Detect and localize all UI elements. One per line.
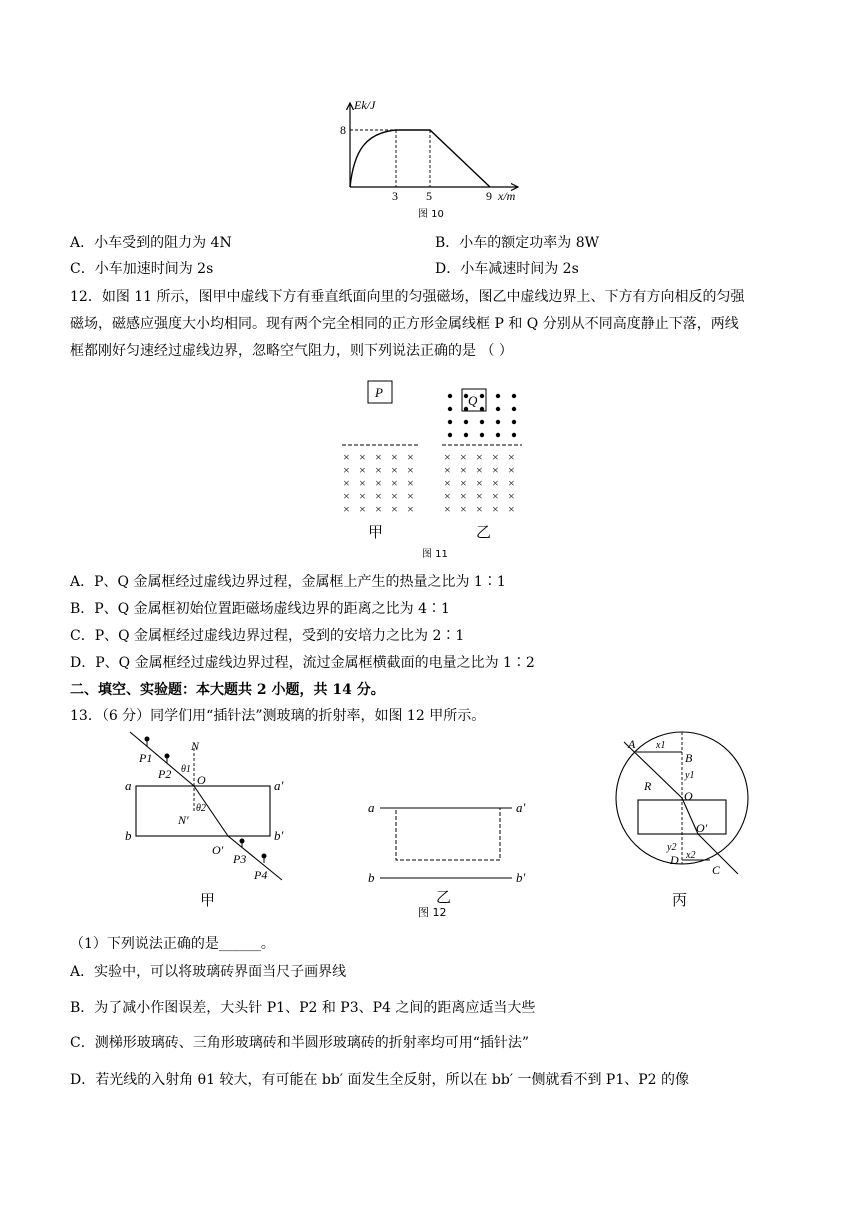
field-cross: × bbox=[444, 476, 451, 490]
field-cross: × bbox=[375, 489, 382, 503]
label-bprime: b′ bbox=[274, 828, 284, 843]
figure-12-jia bbox=[120, 728, 300, 913]
field-cross: × bbox=[476, 502, 483, 516]
field-cross: × bbox=[375, 463, 382, 477]
q11-option-c: C．小车加速时间为 2s bbox=[70, 261, 214, 277]
field-cross: × bbox=[444, 463, 451, 477]
field-dot bbox=[448, 407, 452, 411]
label-nprime: N′ bbox=[178, 813, 189, 827]
field-dot bbox=[480, 433, 484, 437]
field-dot bbox=[448, 394, 452, 398]
field-cross: × bbox=[359, 489, 366, 503]
label-c-bing: C bbox=[712, 863, 721, 877]
label-p2: P2 bbox=[158, 767, 172, 781]
label-a: a bbox=[125, 778, 132, 793]
label-yi-b: b bbox=[368, 870, 375, 885]
q12-option-d: D．P、Q 金属框经过虚线边界过程，流过金属框横截面的电量之比为 1∶2 bbox=[70, 655, 535, 671]
field-cross: × bbox=[359, 476, 366, 490]
field-dot bbox=[464, 433, 468, 437]
field-cross: × bbox=[508, 502, 515, 516]
label-yi-12: 乙 bbox=[436, 890, 452, 906]
field-dot bbox=[480, 420, 484, 424]
label-y1: y1 bbox=[685, 770, 695, 781]
q12-stem-line3: 框都刚好匀速经过虚线边界，忽略空气阻力，则下列说法正确的是 （ ） bbox=[70, 343, 513, 359]
field-cross: × bbox=[508, 463, 515, 477]
label-theta2: θ2 bbox=[196, 803, 206, 814]
field-dot bbox=[448, 420, 452, 424]
label-yi-bprime: b′ bbox=[516, 870, 526, 885]
field-cross: × bbox=[375, 502, 382, 516]
field-cross: × bbox=[407, 450, 414, 464]
field-cross: × bbox=[375, 450, 382, 464]
displaced-glass-block bbox=[396, 808, 500, 860]
q13-option-b: B．为了减小作图误差，大头针 P1、P2 和 P3、P4 之间的距离应适当大些 bbox=[70, 1000, 536, 1016]
x-tick-9: 9 bbox=[486, 189, 492, 203]
field-cross: × bbox=[460, 450, 467, 464]
frame-q-label: Q bbox=[468, 393, 478, 408]
field-dot bbox=[512, 394, 516, 398]
field-cross: × bbox=[492, 476, 499, 490]
label-yi-a: a bbox=[368, 800, 375, 815]
q13-intro: 13．（6 分）同学们用“插针法”测玻璃的折射率，如图 12 甲所示。 bbox=[70, 708, 486, 724]
field-cross: × bbox=[391, 463, 398, 477]
y-tick-8: 8 bbox=[340, 123, 346, 137]
field-cross: × bbox=[343, 489, 350, 503]
field-dot bbox=[448, 433, 452, 437]
field-dot bbox=[480, 394, 484, 398]
field-cross: × bbox=[391, 476, 398, 490]
x-tick-5: 5 bbox=[426, 189, 432, 203]
label-d-bing: D bbox=[670, 853, 679, 867]
field-cross: × bbox=[492, 463, 499, 477]
field-cross: × bbox=[508, 476, 515, 490]
field-cross: × bbox=[492, 450, 499, 464]
label-jia-12: 甲 bbox=[200, 893, 216, 909]
field-cross: × bbox=[407, 502, 414, 516]
x-tick-3: 3 bbox=[392, 189, 398, 203]
frame-p-label: P bbox=[375, 385, 383, 400]
label-b-bing: B bbox=[685, 751, 693, 765]
label-r: R bbox=[644, 779, 652, 793]
label-bing-12: 丙 bbox=[672, 893, 688, 909]
field-cross: × bbox=[444, 489, 451, 503]
label-n: N bbox=[191, 739, 200, 753]
label-yi: 乙 bbox=[476, 525, 492, 541]
label-o-bing: O bbox=[684, 789, 693, 803]
field-cross: × bbox=[359, 463, 366, 477]
field-cross: × bbox=[343, 476, 350, 490]
q12-option-b: B．P、Q 金属框初始位置距磁场虚线边界的距离之比为 4∶1 bbox=[70, 601, 450, 617]
label-y2: y2 bbox=[667, 842, 677, 853]
label-x1: x1 bbox=[656, 740, 666, 751]
field-cross: × bbox=[407, 489, 414, 503]
field-cross: × bbox=[508, 450, 515, 464]
field-cross: × bbox=[492, 502, 499, 516]
field-cross: × bbox=[407, 463, 414, 477]
figure-11-caption: 图 11 bbox=[422, 549, 448, 560]
label-p1: P1 bbox=[139, 751, 153, 765]
q11-option-b: B．小车的额定功率为 8W bbox=[435, 235, 600, 251]
figure-12-caption: 图 12 bbox=[418, 906, 447, 919]
field-cross: × bbox=[460, 476, 467, 490]
label-aprime: a′ bbox=[274, 778, 284, 793]
field-into-page-jia bbox=[343, 450, 414, 516]
field-cross: × bbox=[359, 450, 366, 464]
figure-10-caption: 图 10 bbox=[418, 209, 444, 220]
q12-option-a: A．P、Q 金属框经过虚线边界过程，金属框上产生的热量之比为 1∶1 bbox=[70, 574, 506, 590]
field-cross: × bbox=[359, 502, 366, 516]
label-x2: x2 bbox=[686, 850, 696, 861]
q12-stem-line1: 12．如图 11 所示，图甲中虚线下方有垂直纸面向里的匀强磁场，图乙中虚线边界上、下方有方向相反的匀强 bbox=[70, 289, 745, 305]
label-a-bing: A bbox=[628, 737, 636, 751]
field-cross: × bbox=[391, 450, 398, 464]
field-cross: × bbox=[407, 476, 414, 490]
field-cross: × bbox=[476, 476, 483, 490]
y-axis-label: Ek/J bbox=[354, 98, 376, 112]
figure-12-yi bbox=[360, 790, 550, 920]
q13-option-d: D．若光线的入射角 θ1 较大，有可能在 bb′ 面发生全反射，所以在 bb′ 一侧就看不到 P1、P2 的像 bbox=[70, 1072, 690, 1088]
field-cross: × bbox=[391, 502, 398, 516]
figure-11-diagram bbox=[330, 375, 540, 560]
label-p4: P4 bbox=[254, 868, 268, 882]
label-o: O bbox=[197, 773, 206, 787]
field-cross: × bbox=[444, 502, 451, 516]
field-dot bbox=[512, 407, 516, 411]
label-theta1: θ1 bbox=[181, 764, 191, 775]
figure-12-bing bbox=[606, 728, 766, 913]
field-cross: × bbox=[460, 502, 467, 516]
field-dot bbox=[464, 420, 468, 424]
field-dot bbox=[496, 420, 500, 424]
field-cross: × bbox=[476, 463, 483, 477]
ek-curve bbox=[350, 130, 490, 187]
field-into-page-yi bbox=[444, 450, 515, 516]
label-oprime-bing: O′ bbox=[696, 821, 708, 835]
field-cross: × bbox=[375, 476, 382, 490]
field-cross: × bbox=[508, 489, 515, 503]
label-p3: P3 bbox=[233, 852, 247, 866]
section-2-heading: 二、填空、实验题：本大题共 2 小题，共 14 分。 bbox=[70, 682, 385, 698]
field-cross: × bbox=[343, 450, 350, 464]
field-cross: × bbox=[476, 489, 483, 503]
field-cross: × bbox=[476, 450, 483, 464]
field-cross: × bbox=[460, 489, 467, 503]
q13-sub1: （1）下列说法正确的是______。 bbox=[70, 936, 275, 952]
field-dot bbox=[512, 420, 516, 424]
q11-option-d: D．小车减速时间为 2s bbox=[435, 261, 579, 277]
field-cross: × bbox=[444, 450, 451, 464]
field-cross: × bbox=[343, 502, 350, 516]
field-cross: × bbox=[391, 489, 398, 503]
q12-option-c: C．P、Q 金属框经过虚线边界过程，受到的安培力之比为 2∶1 bbox=[70, 628, 465, 644]
field-dot bbox=[496, 407, 500, 411]
label-oprime: O′ bbox=[212, 843, 224, 857]
label-jia: 甲 bbox=[368, 525, 384, 541]
pin-p4 bbox=[262, 854, 267, 864]
field-dot bbox=[496, 394, 500, 398]
x-axis-label: x/m bbox=[498, 189, 516, 203]
label-b: b bbox=[125, 828, 132, 843]
field-cross: × bbox=[343, 463, 350, 477]
label-yi-aprime: a′ bbox=[516, 800, 526, 815]
field-dot bbox=[496, 433, 500, 437]
field-dot bbox=[512, 433, 516, 437]
figure-10-graph bbox=[320, 95, 540, 223]
q12-stem-line2: 磁场，磁感应强度大小均相同。现有两个完全相同的正方形金属线框 P 和 Q 分别从不同高度静止下落，两线 bbox=[70, 316, 739, 332]
q11-option-a: A．小车受到的阻力为 4N bbox=[70, 235, 232, 251]
q13-option-c: C．测梯形玻璃砖、三角形玻璃砖和半圆形玻璃砖的折射率均可用“插针法” bbox=[70, 1035, 530, 1051]
field-out-of-page-yi bbox=[448, 394, 516, 437]
q13-option-a: A．实验中，可以将玻璃砖界面当尺子画界线 bbox=[70, 964, 347, 980]
field-cross: × bbox=[492, 489, 499, 503]
field-cross: × bbox=[460, 463, 467, 477]
